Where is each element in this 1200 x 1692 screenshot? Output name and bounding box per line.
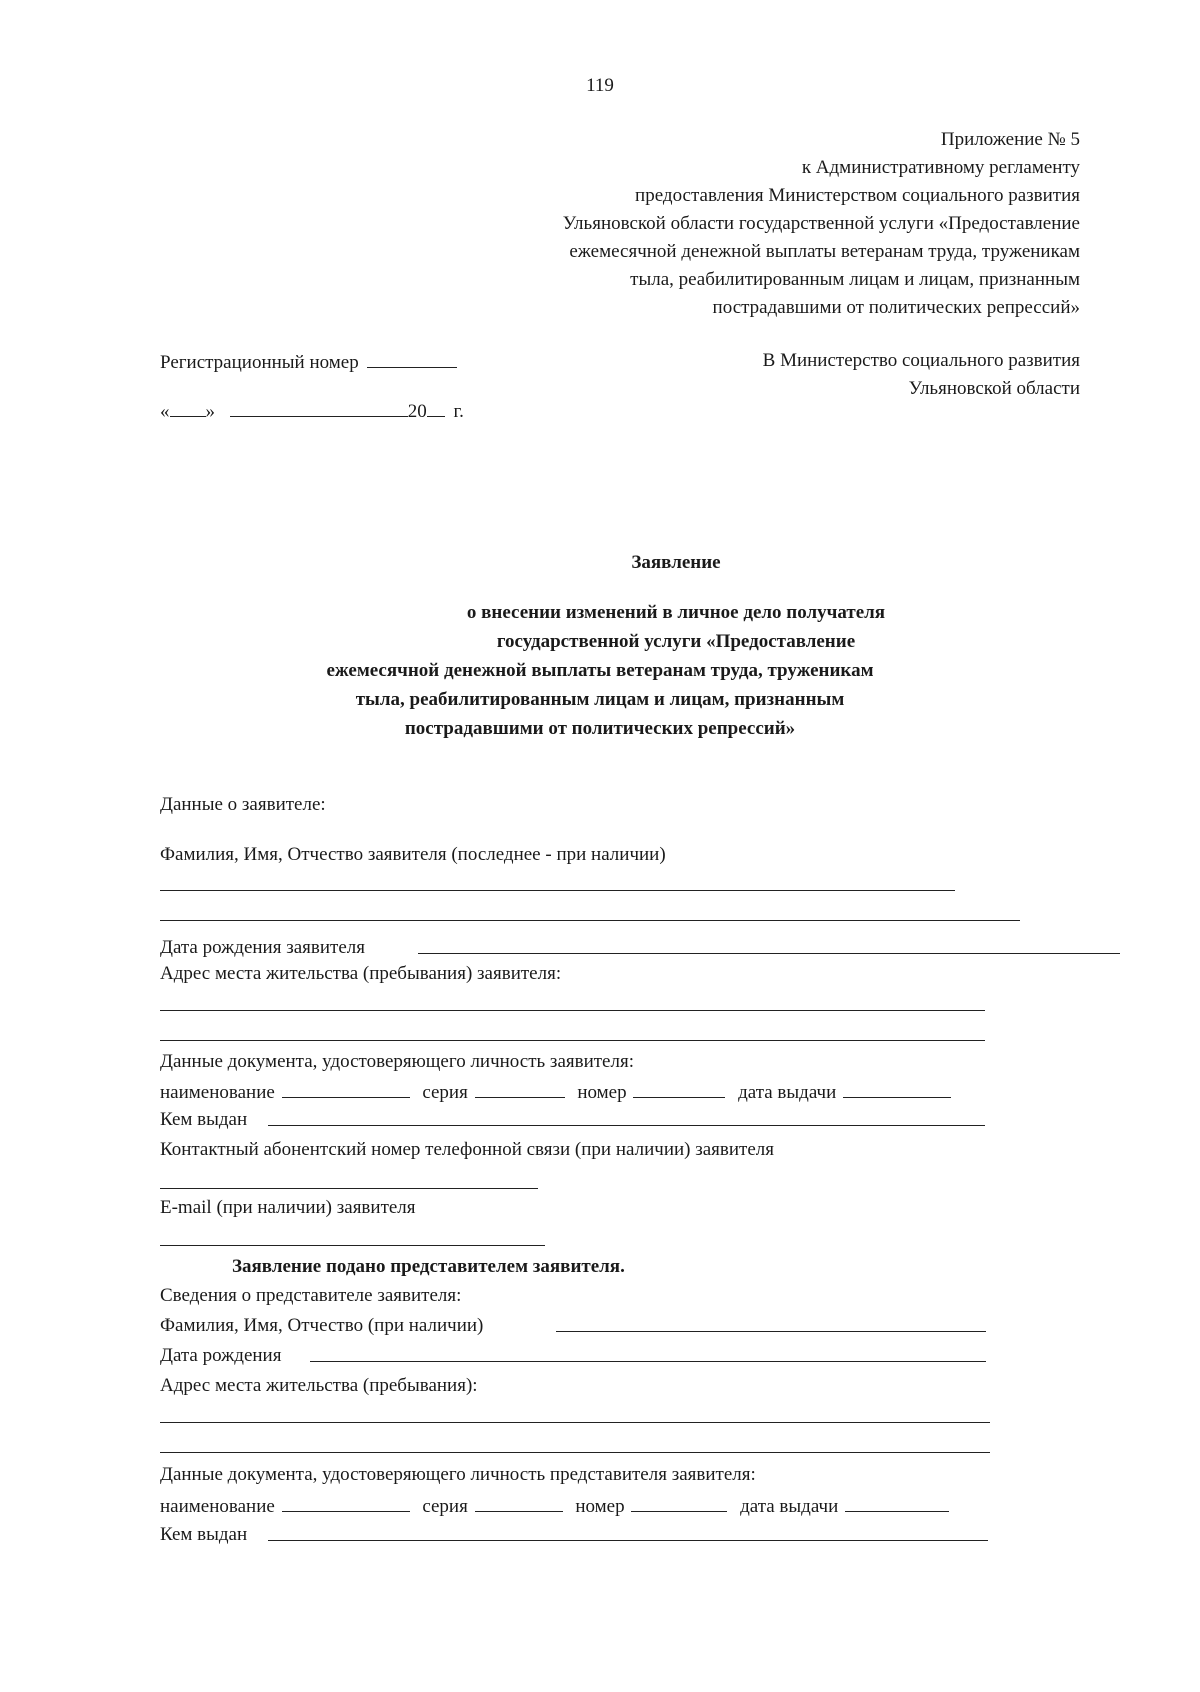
appendix-line-3: предоставления Министерством социального развития <box>635 185 1080 206</box>
date-year-suffix: г. <box>453 401 464 422</box>
date-month-field[interactable] <box>230 400 408 417</box>
representative-doc-date-field[interactable] <box>845 1495 949 1512</box>
appendix-line-2: к Административному регламенту <box>801 157 1080 178</box>
document-subject-line-3: ежемесячной денежной выплаты ветеранам труда, труженикам <box>326 660 874 681</box>
document-subject-line-2: государственной услуги «Предоставление <box>496 631 856 652</box>
representative-doc-series-field[interactable] <box>475 1495 563 1512</box>
document-heading: Заявление <box>631 552 721 573</box>
applicant-issued-by-label: Кем выдан <box>160 1109 248 1130</box>
representative-issued-by-row <box>160 1525 247 1544</box>
applicant-birth-field[interactable] <box>418 953 1120 954</box>
appendix-line-7: пострадавшими от политических репрессий» <box>712 297 1080 318</box>
applicant-doc-name-field[interactable] <box>282 1081 410 1098</box>
applicant-address-label: Адрес места жительства (пребывания) заявителя: <box>160 963 562 984</box>
applicant-email-field[interactable] <box>160 1245 545 1246</box>
representative-doc-number-field[interactable] <box>631 1495 727 1512</box>
representative-issued-by-field[interactable] <box>268 1540 988 1541</box>
applicant-doc-series-label: серия <box>422 1082 468 1103</box>
representative-fio-field[interactable] <box>556 1331 986 1332</box>
applicant-doc-number-label: номер <box>577 1082 627 1103</box>
applicant-doc-label: Данные документа, удостоверяющего личность заявителя: <box>160 1051 634 1072</box>
appendix-line-6: тыла, реабилитированным лицам и лицам, признанным <box>630 269 1080 290</box>
registration-date-row <box>160 400 464 421</box>
applicant-doc-name-label: наименование <box>160 1082 275 1103</box>
registration-number-field[interactable] <box>367 351 457 368</box>
representative-doc-date-label: дата выдачи <box>740 1496 839 1517</box>
applicant-email-label: E-mail (при наличии) заявителя <box>160 1197 416 1218</box>
date-year-prefix: 20 <box>407 401 427 422</box>
applicant-fio-line-2[interactable] <box>160 920 1020 921</box>
applicant-address-line-2[interactable] <box>160 1040 985 1041</box>
recipient-line-1: В Министерство социального развития <box>762 350 1080 371</box>
appendix-line-4: Ульяновской области государственной услуги «Предоставление <box>562 213 1080 234</box>
representative-address-line-1[interactable] <box>160 1422 990 1423</box>
representative-birth-label: Дата рождения <box>160 1345 282 1366</box>
representative-doc-row <box>160 1495 949 1516</box>
representative-doc-name-label: наименование <box>160 1496 275 1517</box>
applicant-section-label: Данные о заявителе: <box>160 794 326 815</box>
applicant-doc-date-field[interactable] <box>843 1081 951 1098</box>
representative-doc-label: Данные документа, удостоверяющего личность представителя заявителя: <box>160 1464 756 1485</box>
applicant-fio-label: Фамилия, Имя, Отчество заявителя (последнее - при наличии) <box>160 844 666 865</box>
document-subject-line-4: тыла, реабилитированным лицам и лицам, признанным <box>355 689 845 710</box>
applicant-issued-by-field[interactable] <box>268 1125 985 1126</box>
applicant-issued-by-row <box>160 1110 247 1129</box>
representative-fio-row <box>160 1316 483 1335</box>
applicant-address-line-1[interactable] <box>160 1010 985 1011</box>
representative-birth-field[interactable] <box>310 1361 986 1362</box>
recipient-line-2: Ульяновской области <box>908 378 1080 399</box>
document-subject-line-1: о внесении изменений в личное дело получателя <box>466 602 886 623</box>
representative-doc-name-field[interactable] <box>282 1495 410 1512</box>
appendix-line-5: ежемесячной денежной выплаты ветеранам труда, труженикам <box>569 241 1080 262</box>
date-close-quote: » <box>205 401 215 422</box>
representative-issued-by-label: Кем выдан <box>160 1524 248 1545</box>
representative-doc-series-label: серия <box>422 1496 468 1517</box>
applicant-doc-number-field[interactable] <box>633 1081 725 1098</box>
applicant-doc-row <box>160 1081 951 1102</box>
applicant-fio-line-1[interactable] <box>160 890 955 891</box>
representative-doc-number-label: номер <box>575 1496 625 1517</box>
representative-address-label: Адрес места жительства (пребывания): <box>160 1375 478 1396</box>
applicant-birth-label: Дата рождения заявителя <box>160 937 365 958</box>
document-subject-line-5: пострадавшими от политических репрессий» <box>404 718 796 739</box>
applicant-birth-row <box>160 938 365 957</box>
representative-fio-label: Фамилия, Имя, Отчество (при наличии) <box>160 1315 484 1336</box>
registration-number-label: Регистрационный номер <box>160 352 359 373</box>
registration-number-row <box>160 351 457 372</box>
representative-info-label: Сведения о представителе заявителя: <box>160 1285 462 1306</box>
representative-birth-row <box>160 1346 281 1365</box>
representative-address-line-2[interactable] <box>160 1452 990 1453</box>
representative-heading: Заявление подано представителем заявителя. <box>232 1256 625 1277</box>
applicant-doc-date-label: дата выдачи <box>738 1082 837 1103</box>
appendix-line-1: Приложение № 5 <box>940 129 1080 150</box>
date-year-field[interactable] <box>427 400 445 417</box>
date-open-quote: « <box>160 401 170 422</box>
date-day-field[interactable] <box>170 400 206 417</box>
page-number: 119 <box>586 75 614 96</box>
applicant-phone-field[interactable] <box>160 1188 538 1189</box>
applicant-doc-series-field[interactable] <box>475 1081 565 1098</box>
applicant-phone-label: Контактный абонентский номер телефонной связи (при наличии) заявителя <box>160 1139 775 1160</box>
